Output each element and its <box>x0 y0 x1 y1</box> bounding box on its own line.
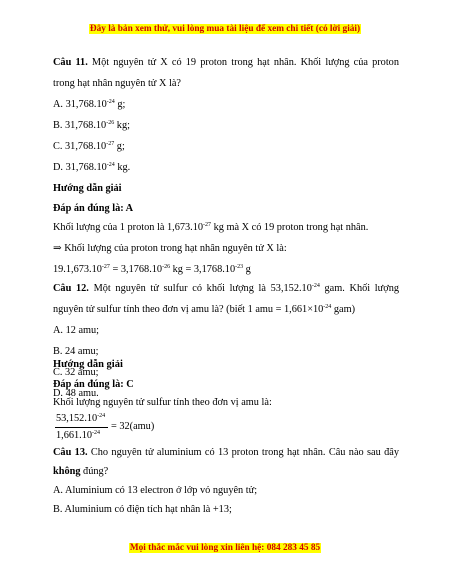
preview-banner <box>0 24 450 34</box>
q11-stem-line1: Câu 11. Một nguyên tử X có 19 proton trong hạt nhân. Khối lượng của proton <box>53 57 399 68</box>
q11-answer: Đáp án đúng là: A <box>53 203 134 214</box>
q11-stem-line2: trong hạt nhân nguyên tử X là? <box>53 78 181 89</box>
q12-answer: Đáp án đúng là: C <box>53 379 134 390</box>
q13-option-a: A. Aluminium có 13 electron ở lớp vỏ nguyên tử; <box>53 485 258 496</box>
q12-solution-line1: Khối lượng nguyên tử sulfur tính theo đơn vị amu là: <box>53 397 272 408</box>
q13-stem-line2: không đúng? <box>53 466 109 477</box>
q11-guide-title: Hướng dẫn giải <box>53 183 122 194</box>
q12-fraction <box>53 413 203 447</box>
q13-option-b: B. Aluminium có điện tích hạt nhân là +13; <box>53 504 232 515</box>
q11-solution-line2: ⇒ Khối lượng của proton trong hạt nhân nguyên tử X là: <box>53 243 287 254</box>
fraction-denominator: $1,661.10^{-24}$ <box>56 430 101 441</box>
q13-stem-line1: Câu 13. Cho nguyên tử aluminium có 13 proton trong hạt nhân. Câu nào sau đây <box>53 447 399 458</box>
fraction-bar <box>55 427 108 428</box>
q11-option-c: C. $31,768.10^{-27}$ g; <box>53 141 125 152</box>
q12-option-d: D. 48 amu. <box>53 388 99 399</box>
q12-stem-line1: Câu 12. Một nguyên tử sulfur có khối lượng là $53,152.10^{-24}$ gam. Khối lượng <box>53 283 399 294</box>
q12-option-b: B. 24 amu; <box>53 346 99 357</box>
q12-stem-line2: nguyên tử sulfur tính theo đơn vị amu là? (biết 1 amu = $1,661\times 10^{-24}$ gam) <box>53 304 356 315</box>
fraction-numerator: $53,152.10^{-24}$ <box>56 413 106 424</box>
q11-option-d: D. $31,768.10^{-24}$ kg. <box>53 162 131 173</box>
q12-guide-title: Hướng dẫn giải <box>53 359 123 370</box>
q12-label: Câu 12. <box>53 283 89 294</box>
fraction-result: = 32(amu) <box>111 421 155 432</box>
q12-option-c: C. 32 amu; <box>53 367 99 378</box>
q13-label: Câu 13. <box>53 447 88 458</box>
q11-option-a: A. $31,768.10^{-24}$ g; <box>53 99 126 110</box>
q11-solution-line1: Khối lượng của 1 proton là $1,673.10^{-27}$ kg mà X có 19 proton trong hạt nhân. <box>53 222 369 233</box>
contact-banner <box>0 543 450 553</box>
contact-banner-text: Mọi thắc mắc vui lòng xin liên hệ: 084 283 45 85 <box>129 543 321 553</box>
preview-banner-text: Đây là bản xem thử, vui lòng mua tài liệu để xem chi tiết (có lời giải) <box>89 24 361 34</box>
q12-option-a: A. 12 amu; <box>53 325 100 336</box>
q11-option-b: B. $31,768.10^{-26}$ kg; <box>53 120 130 131</box>
q11-solution-line3: $19.1,673.10^{-27} = 3,1768.10^{-26}$ kg = $3,1768.10^{-23}$ g <box>53 264 251 275</box>
q11-label: Câu 11. <box>53 57 88 68</box>
